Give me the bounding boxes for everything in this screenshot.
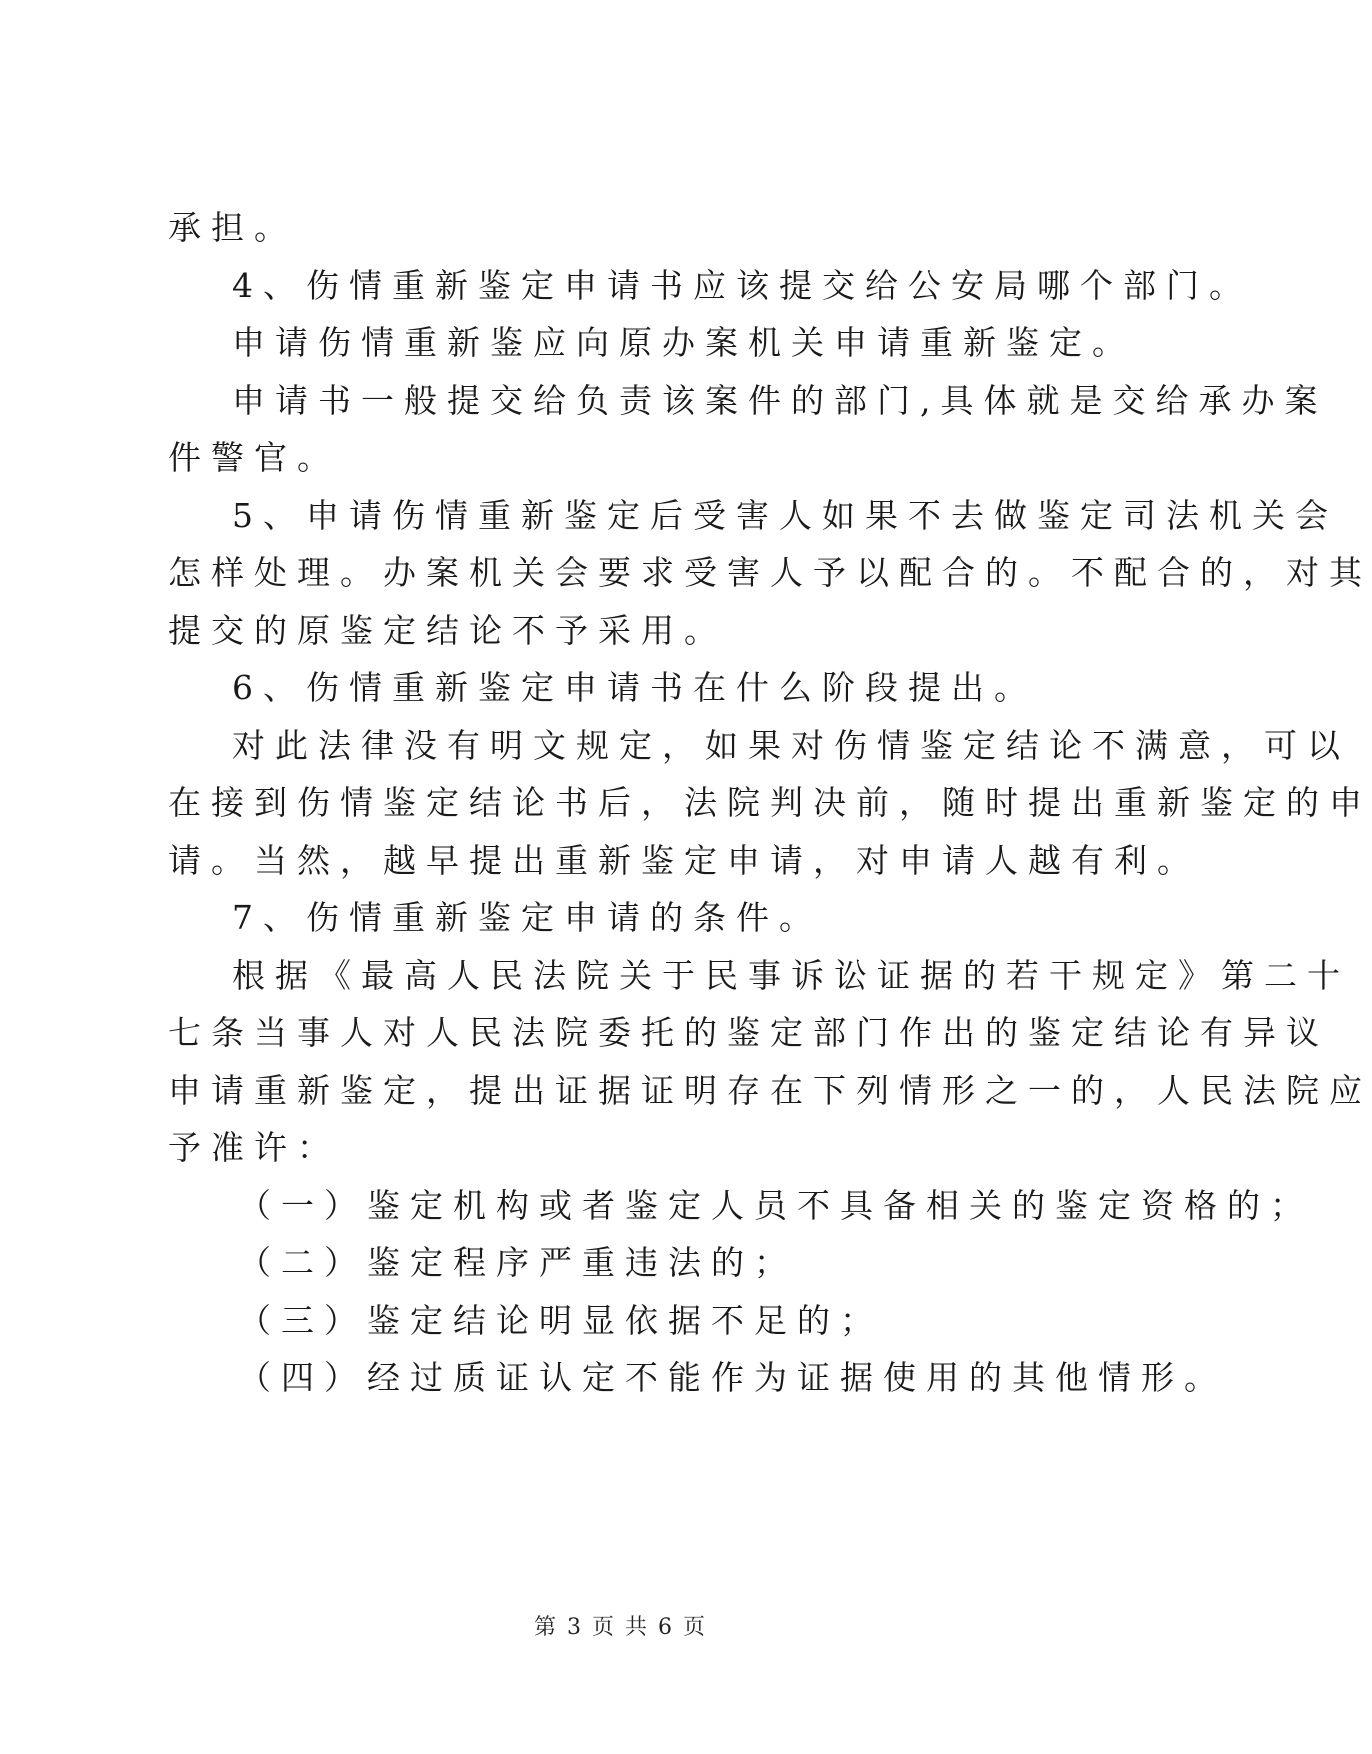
section-heading: 5、申请伤情重新鉴定后受害人如果不去做鉴定司法机关会 <box>232 496 1338 535</box>
list-item: （四）经过质证认定不能作为证据使用的其他情形。 <box>238 1358 1227 1397</box>
page-number-footer: 第 3 页 共 6 页 <box>534 1615 707 1640</box>
text-line: 根据《最高人民法院关于民事诉讼证据的若干规定》第二十 <box>232 956 1350 995</box>
list-item: （一）鉴定机构或者鉴定人员不具备相关的鉴定资格的； <box>238 1186 1313 1225</box>
text-line: 予准许： <box>168 1128 340 1167</box>
text-line: 请。当然，越早提出重新鉴定申请，对申请人越有利。 <box>168 841 1200 880</box>
text-line: 七条当事人对人民法院委托的鉴定部门作出的鉴定结论有异议 <box>168 1013 1329 1052</box>
text-line: 申请伤情重新鉴应向原办案机关申请重新鉴定。 <box>232 323 1135 362</box>
section-heading: 7、伤情重新鉴定申请的条件。 <box>232 898 822 937</box>
section-heading: 6、伤情重新鉴定申请书在什么阶段提出。 <box>232 668 1037 707</box>
text-line: 承担。 <box>168 208 297 247</box>
text-line: 在接到伤情鉴定结论书后，法院判决前，随时提出重新鉴定的申 <box>168 783 1372 822</box>
text-line: 件警官。 <box>168 438 340 477</box>
list-item: （二）鉴定程序严重违法的； <box>238 1243 797 1282</box>
list-item: （三）鉴定结论明显依据不足的； <box>238 1301 883 1340</box>
text-line: 怎样处理。办案机关会要求受害人予以配合的。不配合的，对其 <box>168 553 1372 592</box>
text-line: 申请书一般提交给负责该案件的部门,具体就是交给承办案 <box>232 381 1328 420</box>
section-heading: 4、伤情重新鉴定申请书应该提交给公安局哪个部门。 <box>232 266 1252 305</box>
text-line: 申请重新鉴定，提出证据证明存在下列情形之一的，人民法院应 <box>168 1071 1372 1110</box>
text-line: 对此法律没有明文规定，如果对伤情鉴定结论不满意，可以 <box>232 726 1350 765</box>
text-line: 提交的原鉴定结论不予采用。 <box>168 611 727 650</box>
